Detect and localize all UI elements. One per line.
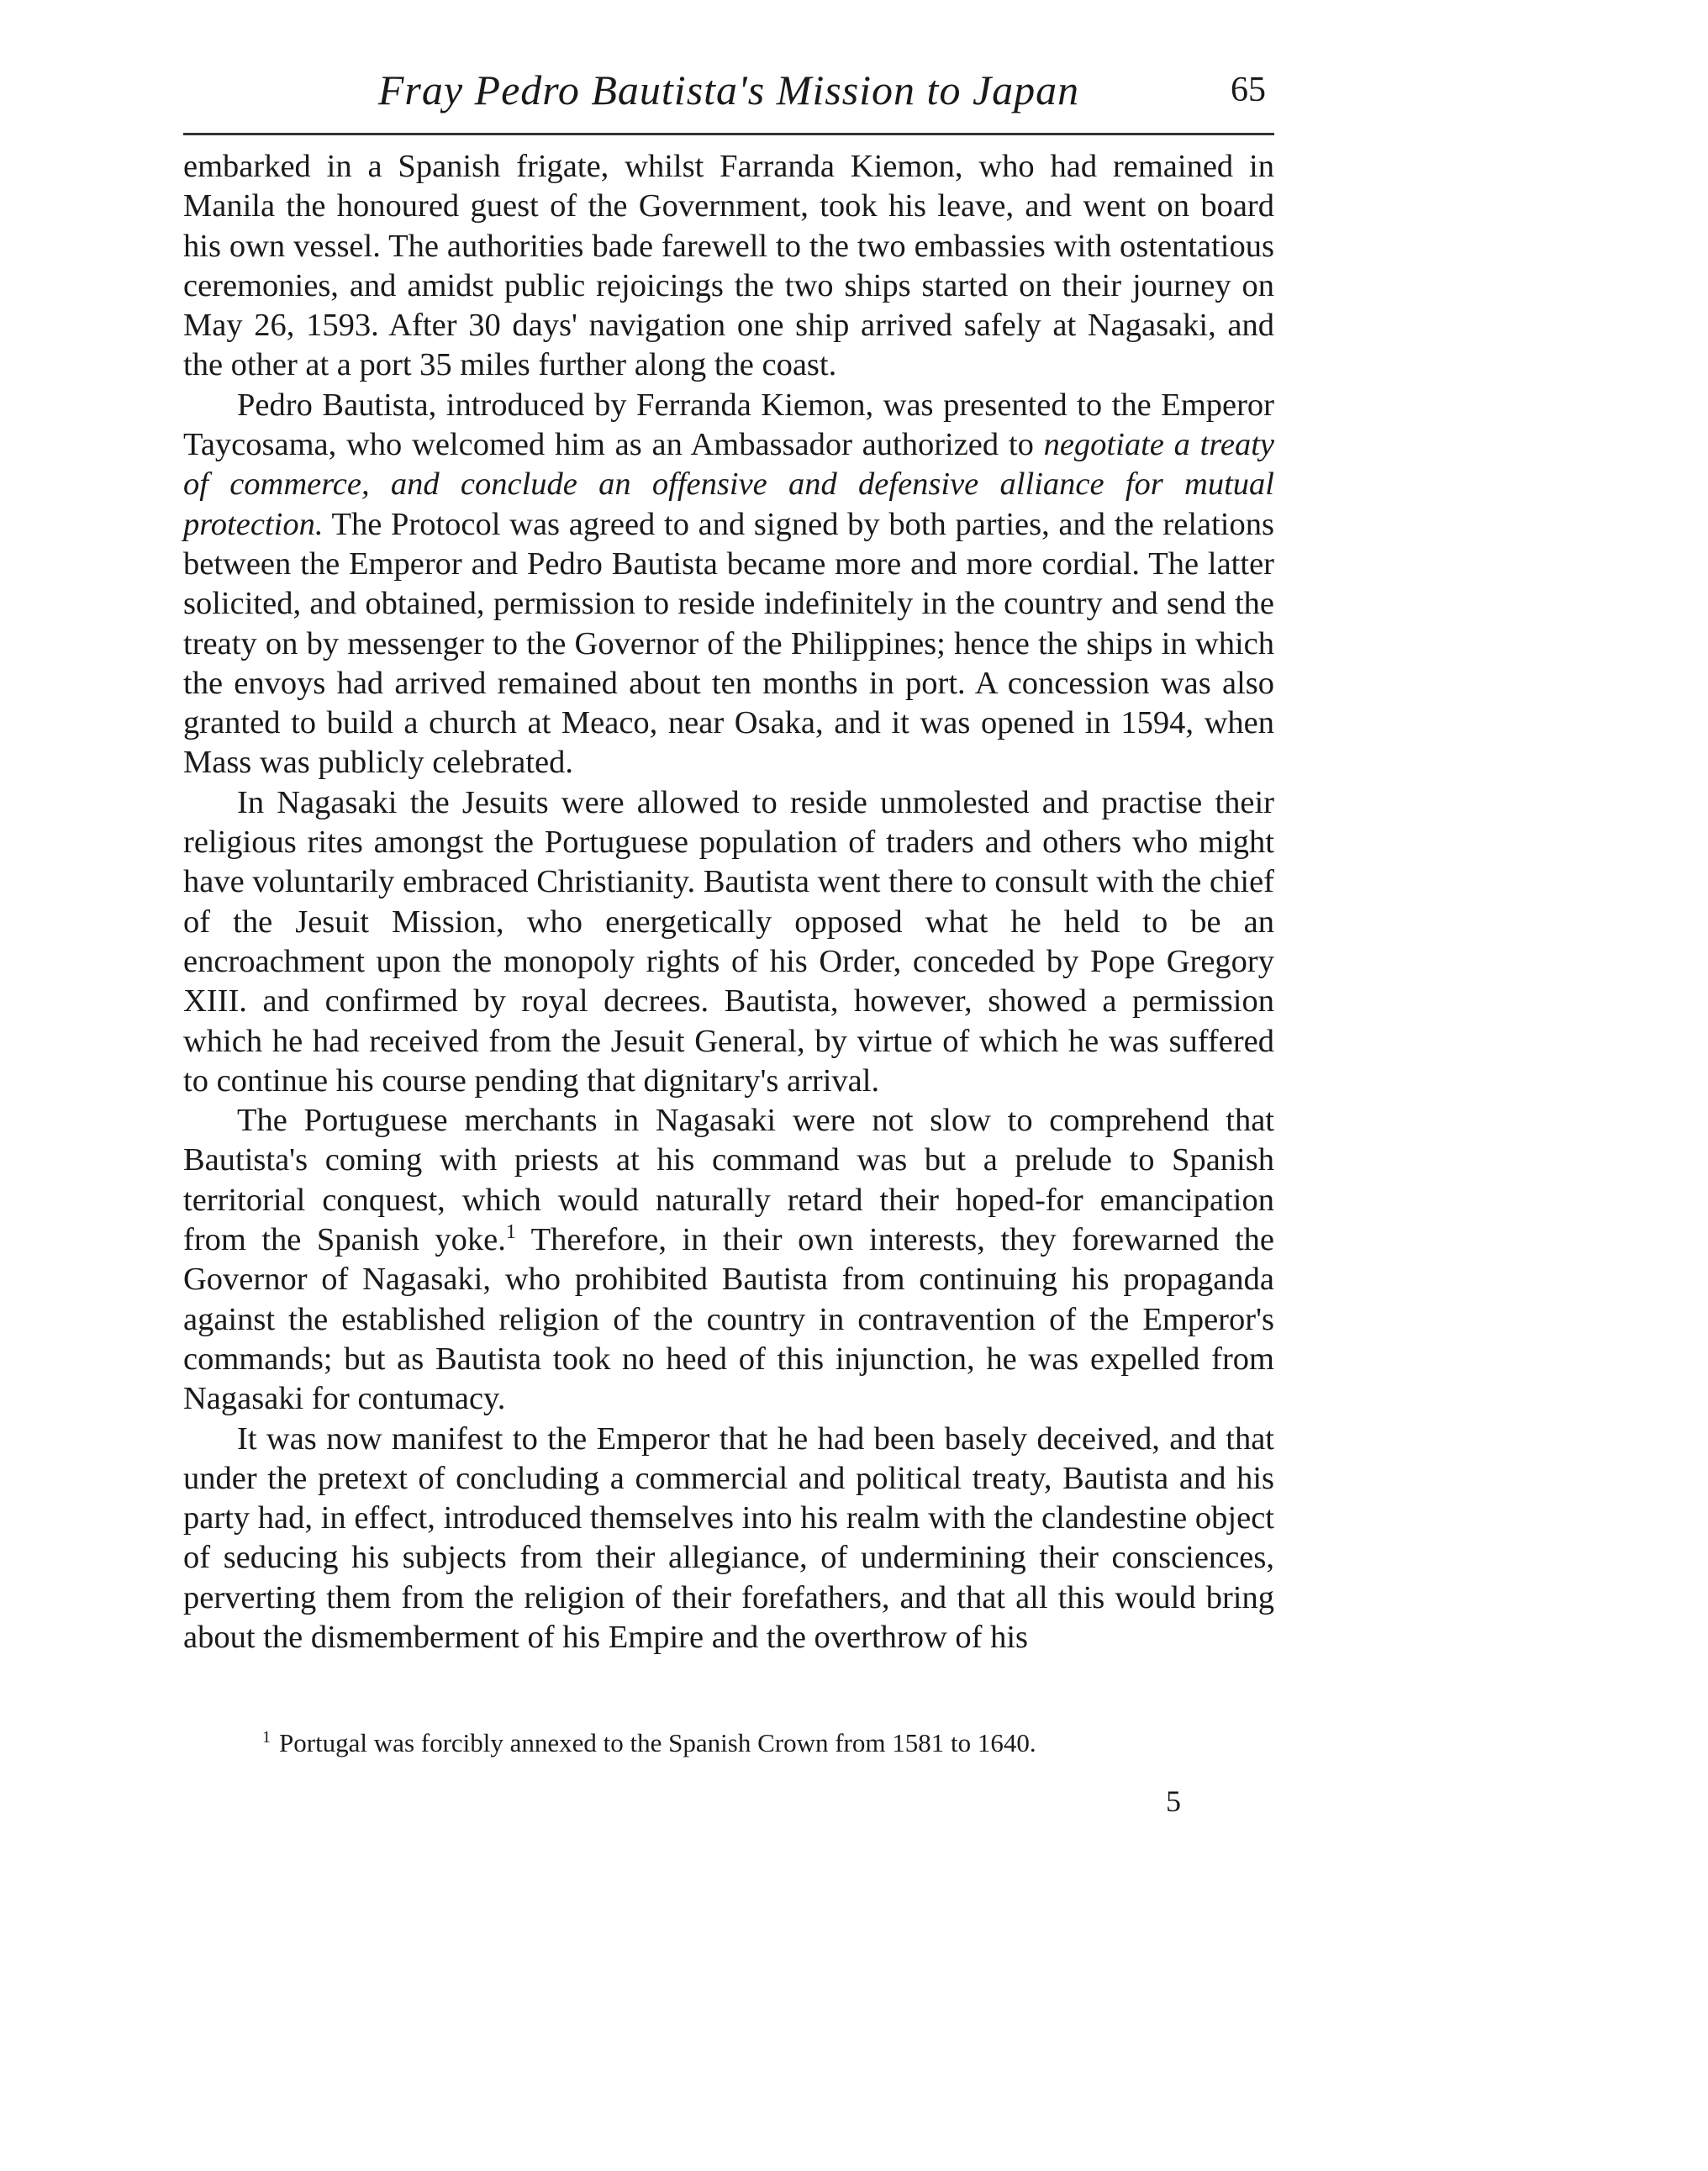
footnote-mark: 1	[262, 1727, 271, 1747]
paragraph-text: embarked in a Spanish frigate, whilst Farranda Kiemon, who had remained in Manila the honoured guest of the Government, took his leave, and went on board his own vessel. The authorities bade farewell to the two embassies with ostentatious ceremonies, and amidst public rejoicings the two ships started on their journey on May 26, 1593. After 30 days' navigation one ship arrived safely at Nagasaki, and the other at a port 35 miles further along the coast.	[183, 149, 1274, 383]
footnote	[262, 1725, 1274, 1762]
paragraph-text: In Nagasaki the Jesuits were allowed to reside unmolested and practise their religious rites amongst the Portuguese population of traders and others who might have voluntarily embraced Christianity. Bautista went there to consult with the chief of the Jesuit Mission, who energetically opposed what he held to be an encroachment upon the monopoly rights of his Order, conceded by Pope Gregory XIII. and confirmed by royal decrees. Bautista, however, showed a permission which he had received from the Jesuit General, by virtue of which he was suffered to continue his course pending that dignitary's arrival.	[183, 784, 1274, 1099]
italic-phrase: negotiate a treaty of commerce, and conclude an offensive and defensive alliance for mutual protection.	[183, 427, 1274, 542]
paragraph-text: It was now manifest to the Emperor that he had been basely deceived, and that under the pretext of concluding a commercial and political treaty, Bautista and his party had, in effect, introduced themselves into his realm with the clandestine object of seducing his subjects from their allegiance, of undermining their consciences, perverting them from the religion of their forefathers, and that all this would bring about the dismemberment of his Empire and the overthrow of his	[183, 1420, 1274, 1655]
header-rule	[183, 133, 1274, 135]
paragraph-3	[183, 783, 1274, 1101]
paragraph-1	[183, 147, 1274, 386]
paragraph-text: The Portuguese merchants in Nagasaki were not slow to comprehend that Bautista's coming with priests at his command was but a prelude to Spanish territorial conquest, which would naturally retard their hoped-for emancipation from the Spanish yoke.	[183, 1103, 1274, 1258]
running-head	[183, 61, 1274, 119]
paragraph-5	[183, 1420, 1274, 1658]
paragraph-text: Pedro Bautista, introduced by Ferranda Kiemon, was presented to the Emperor Taycosama, who welcomed him as an Ambassador authorized to	[183, 387, 1274, 463]
footnote-reference: 1	[505, 1221, 516, 1244]
running-title: Fray Pedro Bautista's Mission to Japan	[377, 66, 1080, 113]
signature-mark: 5	[1166, 1784, 1181, 1818]
body-text	[183, 147, 1274, 1657]
paragraph-4	[183, 1101, 1274, 1419]
footnote-text: Portugal was forcibly annexed to the Spanish Crown from 1581 to 1640.	[279, 1728, 1036, 1757]
paragraph-2	[183, 386, 1274, 783]
paragraph-text: Therefore, in their own interests, they forewarned the Governor of Nagasaki, who prohibited Bautista from continuing his propaganda against the established religion of the country in contravention of the Emperor's commands; but as Bautista took no heed of this injunction, he was expelled from Nagasaki for contumacy.	[183, 1222, 1274, 1417]
paragraph-text: The Protocol was agreed to and signed by both parties, and the relations between the Emperor and Pedro Bautista became more and more cordial. The latter solicited, and obtained, permission to reside indefinitely in the country and send the treaty on by messenger to the Governor of the Philippines; hence the ships in which the envoys had arrived remained about ten months in port. A concession was also granted to build a church at Meaco, near Osaka, and it was opened in 1594, when Mass was publicly celebrated.	[183, 506, 1274, 781]
page-number: 65	[1231, 71, 1266, 109]
